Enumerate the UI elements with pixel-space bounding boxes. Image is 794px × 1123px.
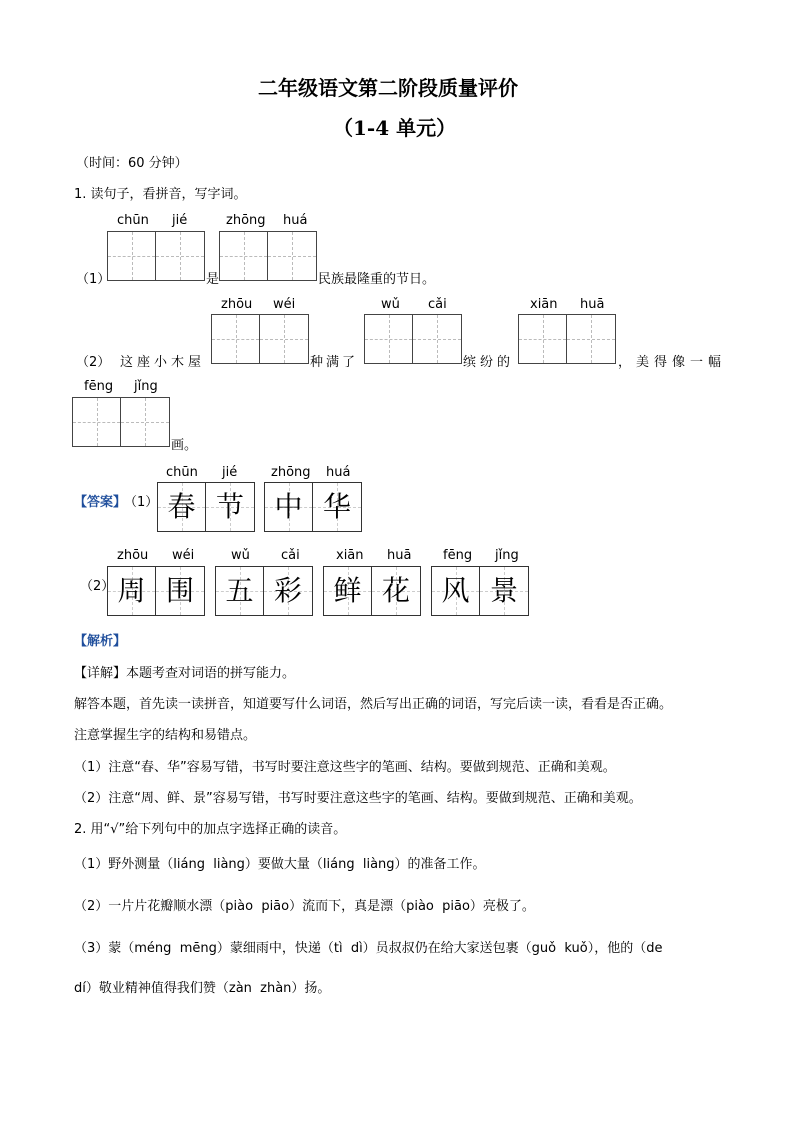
answer-char: 中 — [274, 490, 303, 523]
pinyin: xiān — [530, 297, 558, 312]
sentence-number: （2） — [76, 355, 111, 370]
time-note: （时间：60 分钟） — [76, 156, 188, 171]
writing-box[interactable] — [211, 314, 309, 364]
q2-line: （1）野外测量（liáng liàng）要做大量（liáng liàng）的准备工作。 — [74, 857, 486, 872]
pinyin: wǔ — [381, 297, 400, 312]
pinyin: jié — [222, 465, 238, 480]
q2-line: （2）一片片花瓣顺水漂（piào piāo）流而下，真是漂（piào piāo）亮极了。 — [74, 899, 535, 914]
pinyin: cǎi — [281, 548, 300, 563]
answer-number: （1） — [124, 495, 159, 510]
sentence-text: ，美得像一幅 — [618, 355, 727, 370]
answer-box — [107, 566, 205, 616]
pinyin: huā — [580, 297, 605, 312]
pinyin: fēng — [84, 379, 114, 394]
page-title: 二年级语文第二阶段质量评价 — [258, 76, 518, 100]
pinyin: jǐng — [495, 548, 519, 563]
sentence-number: （1） — [76, 272, 111, 287]
pinyin: fēng — [443, 548, 473, 563]
writing-box[interactable] — [364, 314, 462, 364]
answer-char: 围 — [165, 574, 194, 607]
writing-box[interactable] — [107, 231, 205, 281]
analysis-paragraph: （1）注意“春、华”容易写错，书写时要注意这些字的笔画、结构。要做到规范、正确和美观。 — [74, 760, 616, 775]
analysis-paragraph: （2）注意“周、鲜、景”容易写错，书写时要注意这些字的笔画、结构。要做到规范、正确和美观。 — [74, 791, 642, 806]
pinyin: chūn — [166, 465, 198, 480]
answer-char: 节 — [215, 490, 244, 523]
answer-number: （2） — [80, 579, 115, 594]
analysis-label: 【解析】 — [74, 634, 127, 649]
answer-char: 鲜 — [333, 574, 362, 607]
pinyin: jǐng — [134, 379, 158, 394]
answer-char: 彩 — [273, 574, 302, 607]
pinyin: wéi — [273, 297, 296, 312]
pinyin: huā — [387, 548, 412, 563]
writing-box[interactable] — [219, 231, 317, 281]
pinyin: xiān — [336, 548, 364, 563]
pinyin: zhōu — [221, 297, 253, 312]
analysis-paragraph: 注意掌握生字的结构和易错点。 — [74, 728, 257, 743]
page-subtitle: （1-4 单元） — [333, 116, 457, 140]
sentence-text: 民族最隆重的节日。 — [318, 272, 436, 287]
answer-char: 风 — [441, 574, 470, 607]
analysis-paragraph: 解答本题，首先读一读拼音，知道要写什么词语，然后写出正确的词语，写完后读一读，看看是否正确。 — [74, 697, 673, 712]
answer-char: 花 — [381, 574, 410, 607]
answer-box — [431, 566, 529, 616]
pinyin: chūn — [117, 213, 149, 228]
pinyin: huá — [283, 213, 308, 228]
answer-char: 景 — [489, 574, 518, 607]
sentence-text: 这座小木屋 — [120, 355, 206, 370]
pinyin: jié — [172, 213, 188, 228]
answer-box — [157, 482, 255, 532]
pinyin: zhōng — [226, 213, 266, 228]
answer-char: 春 — [167, 490, 196, 523]
answer-char: 五 — [225, 574, 254, 607]
answer-char: 周 — [117, 574, 146, 607]
pinyin: wéi — [172, 548, 195, 563]
analysis-detail: 【详解】本题考查对词语的拼写能力。 — [74, 666, 296, 681]
answer-box — [264, 482, 362, 532]
pinyin: cǎi — [428, 297, 447, 312]
pinyin: zhōu — [117, 548, 149, 563]
q2-line: dí）敬业精神值得我们赞（zàn zhàn）扬。 — [74, 981, 331, 996]
sentence-text: 是 — [206, 272, 220, 287]
sentence-text: 缤纷的 — [463, 355, 515, 370]
q2-prompt: 2. 用“√”给下列句中的加点字选择正确的读音。 — [74, 822, 347, 837]
answer-label: 【答案】 — [74, 495, 127, 510]
answer-box — [323, 566, 421, 616]
pinyin: huá — [326, 465, 351, 480]
pinyin: wǔ — [231, 548, 250, 563]
writing-box[interactable] — [518, 314, 616, 364]
sentence-text: 画。 — [171, 438, 198, 453]
writing-box[interactable] — [72, 397, 170, 447]
q2-line: （3）蒙（méng mēng）蒙细雨中，快递（tì dì）员叔叔仍在给大家送包裹（guǒ kuǒ），他的（de — [74, 941, 663, 956]
pinyin: zhōng — [271, 465, 311, 480]
sentence-text: 种满了 — [310, 355, 359, 370]
answer-char: 华 — [322, 490, 351, 523]
answer-box — [215, 566, 313, 616]
q1-prompt: 1. 读句子，看拼音，写字词。 — [74, 187, 247, 202]
